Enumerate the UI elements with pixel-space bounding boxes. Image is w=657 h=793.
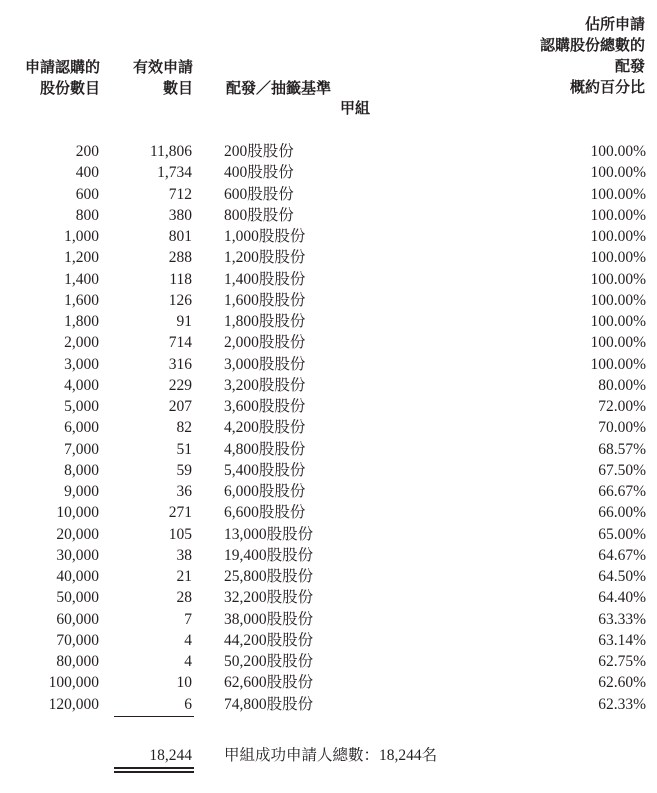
total-applications: 18,244: [149, 747, 192, 764]
cell-shares-applied: 9,000: [64, 483, 99, 500]
cell-allotment-percentage: 64.40%: [598, 589, 646, 607]
cell-allotment-basis: 50,200股股份: [224, 653, 314, 670]
cell-allotment-basis: 3,200股股份: [224, 376, 306, 394]
table-row: [0, 651, 657, 672]
cell-allotment-basis: 25,800股股份: [224, 568, 314, 585]
cell-allotment-basis: 200股股份: [224, 143, 294, 160]
cell-allotment-percentage: 65.00%: [598, 525, 646, 543]
cell-allotment-percentage: 100.00%: [590, 143, 646, 160]
cell-shares-applied: 200: [75, 143, 99, 160]
cell-valid-applications: 126: [168, 291, 192, 309]
table-row: [0, 247, 657, 268]
cell-allotment-basis: 6,000股股份: [224, 483, 306, 500]
cell-allotment-basis: 19,400股股份: [224, 546, 314, 564]
table-row: [0, 417, 657, 438]
table-row: [0, 332, 657, 353]
cell-allotment-percentage: 70.00%: [598, 419, 646, 437]
cell-allotment-percentage: 64.50%: [598, 568, 646, 585]
header-pool-a: [340, 98, 370, 119]
cell-valid-applications: 11,806: [149, 143, 192, 160]
table-row: [0, 439, 657, 460]
cell-allotment-percentage: 66.67%: [598, 483, 646, 500]
cell-shares-applied: 4,000: [64, 376, 99, 394]
header-shares-applied: [0, 57, 100, 99]
header-valid-applications-line-2: 數目: [162, 79, 193, 97]
total-double-rule-top: [114, 767, 194, 769]
cell-valid-applications: 36: [176, 483, 192, 500]
cell-shares-applied: 5,000: [64, 398, 99, 415]
table-row: [0, 566, 657, 587]
cell-allotment-percentage: 64.67%: [598, 546, 646, 564]
cell-allotment-basis: 600股股份: [224, 185, 294, 203]
table-row: [0, 269, 657, 290]
cell-valid-applications: 91: [176, 313, 192, 330]
cell-allotment-percentage: 100.00%: [590, 355, 646, 373]
cell-valid-applications: 207: [168, 398, 192, 415]
cell-allotment-percentage: 100.00%: [590, 206, 646, 224]
cell-valid-applications: 801: [168, 228, 192, 245]
table-row: [0, 162, 657, 183]
table-row: [0, 524, 657, 545]
table-row: [0, 226, 657, 247]
cell-allotment-percentage: 63.14%: [598, 631, 646, 649]
cell-allotment-percentage: 100.00%: [590, 164, 646, 182]
cell-valid-applications: 316: [168, 355, 192, 373]
cell-valid-applications: 714: [168, 334, 192, 352]
cell-shares-applied: 10,000: [56, 504, 99, 522]
header-allotment-percentage-line-3: 配發: [614, 57, 645, 75]
cell-allotment-basis: 2,000股股份: [224, 334, 306, 352]
cell-shares-applied: 400: [75, 164, 99, 182]
cell-valid-applications: 118: [169, 270, 192, 288]
cell-allotment-basis: 1,800股股份: [224, 313, 306, 330]
header-allotment-percentage-line-2: 認購股份總數的: [539, 36, 645, 54]
cell-allotment-percentage: 100.00%: [590, 291, 646, 309]
cell-allotment-percentage: 72.00%: [598, 398, 646, 415]
cell-allotment-basis: 1,400股股份: [224, 270, 306, 288]
total-successful-applicants-text: 甲組成功申請人總數：18,244名: [224, 747, 438, 764]
cell-shares-applied: 70,000: [56, 631, 99, 649]
cell-allotment-basis: 32,200股股份: [224, 589, 314, 607]
table-row: [0, 205, 657, 226]
cell-allotment-percentage: 66.00%: [598, 504, 646, 522]
table-row: [0, 311, 657, 332]
cell-valid-applications: 38: [176, 546, 192, 564]
cell-shares-applied: 80,000: [56, 653, 99, 670]
cell-allotment-percentage: 100.00%: [590, 334, 646, 352]
cell-allotment-basis: 44,200股股份: [224, 631, 314, 649]
table-row: [0, 694, 657, 715]
cell-valid-applications: 380: [168, 206, 192, 224]
header-allotment-basis: [226, 78, 331, 99]
table-row: [0, 672, 657, 693]
table-row: [0, 587, 657, 608]
cell-valid-applications: 1,734: [157, 164, 192, 182]
cell-shares-applied: 8,000: [64, 461, 99, 479]
table-row: [0, 630, 657, 651]
cell-allotment-basis: 38,000股股份: [224, 610, 314, 628]
cell-allotment-percentage: 100.00%: [590, 185, 646, 203]
cell-shares-applied: 1,400: [64, 270, 99, 288]
cell-allotment-basis: 4,800股股份: [224, 440, 306, 458]
header-allotment-percentage: [460, 14, 645, 98]
cell-allotment-basis: 1,000股股份: [224, 228, 306, 245]
cell-shares-applied: 30,000: [56, 546, 99, 564]
table-row: [0, 354, 657, 375]
cell-shares-applied: 1,200: [64, 249, 99, 267]
cell-valid-applications: 21: [176, 568, 192, 585]
table-row: [0, 141, 657, 162]
cell-shares-applied: 40,000: [56, 568, 99, 585]
cell-allotment-percentage: 63.33%: [598, 610, 646, 628]
cell-shares-applied: 60,000: [56, 610, 99, 628]
table-row: [0, 460, 657, 481]
table-row: [0, 184, 657, 205]
cell-shares-applied: 600: [75, 185, 99, 203]
subtotal-rule: [114, 716, 194, 717]
table-row: [0, 375, 657, 396]
cell-allotment-basis: 4,200股股份: [224, 419, 306, 437]
cell-valid-applications: 51: [176, 440, 192, 458]
cell-allotment-basis: 74,800股股份: [224, 695, 314, 713]
table-row: [0, 396, 657, 417]
cell-allotment-percentage: 100.00%: [590, 228, 646, 245]
cell-allotment-basis: 1,200股股份: [224, 249, 306, 267]
cell-allotment-percentage: 62.75%: [598, 653, 646, 670]
total-double-rule-bottom: [114, 771, 194, 773]
header-pool-a-label: 甲組: [340, 99, 371, 117]
cell-allotment-percentage: 100.00%: [590, 313, 646, 330]
cell-valid-applications: 4: [184, 631, 192, 649]
cell-shares-applied: 1,800: [64, 313, 99, 330]
cell-shares-applied: 2,000: [64, 334, 99, 352]
cell-valid-applications: 59: [176, 461, 192, 479]
cell-shares-applied: 6,000: [64, 419, 99, 437]
header-allotment-basis-label: 配發／抽籤基準: [226, 79, 332, 97]
cell-shares-applied: 1,600: [64, 291, 99, 309]
cell-allotment-percentage: 80.00%: [598, 376, 646, 394]
cell-allotment-basis: 13,000股股份: [224, 525, 314, 543]
cell-allotment-basis: 800股股份: [224, 206, 294, 224]
cell-valid-applications: 6: [184, 695, 192, 713]
header-valid-applications: [100, 57, 193, 99]
cell-allotment-basis: 5,400股股份: [224, 461, 306, 479]
cell-allotment-percentage: 100.00%: [590, 270, 646, 288]
cell-allotment-percentage: 68.57%: [598, 440, 646, 458]
cell-valid-applications: 7: [184, 610, 192, 628]
cell-valid-applications: 4: [184, 653, 192, 670]
cell-valid-applications: 105: [168, 525, 192, 543]
cell-valid-applications: 712: [168, 185, 192, 203]
table-row: [0, 545, 657, 566]
cell-shares-applied: 20,000: [56, 525, 99, 543]
header-valid-applications-line-1: 有效申請: [132, 58, 193, 76]
header-allotment-percentage-line-1: 佔所申請: [584, 15, 645, 33]
cell-shares-applied: 50,000: [56, 589, 99, 607]
table-row: [0, 609, 657, 630]
cell-shares-applied: 800: [75, 206, 99, 224]
cell-allotment-percentage: 62.60%: [598, 674, 646, 692]
cell-allotment-percentage: 62.33%: [598, 695, 646, 713]
cell-shares-applied: 100,000: [48, 674, 99, 692]
table-row: [0, 290, 657, 311]
cell-allotment-basis: 6,600股股份: [224, 504, 306, 522]
cell-allotment-percentage: 100.00%: [590, 249, 646, 267]
cell-allotment-basis: 3,600股股份: [224, 398, 306, 415]
table-row: [0, 481, 657, 502]
table-row: [0, 502, 657, 523]
cell-allotment-percentage: 67.50%: [598, 461, 646, 479]
header-shares-applied-line-1: 申請認購的: [24, 58, 100, 76]
cell-valid-applications: 288: [168, 249, 192, 267]
cell-allotment-basis: 1,600股股份: [224, 291, 306, 309]
header-shares-applied-line-2: 股份數目: [39, 79, 100, 97]
cell-allotment-basis: 400股股份: [224, 164, 294, 182]
cell-valid-applications: 271: [168, 504, 192, 522]
allotment-table-body: [0, 141, 657, 715]
cell-shares-applied: 7,000: [64, 440, 99, 458]
cell-allotment-basis: 3,000股股份: [224, 355, 306, 373]
cell-valid-applications: 229: [168, 376, 192, 394]
cell-valid-applications: 28: [176, 589, 192, 607]
cell-allotment-basis: 62,600股股份: [224, 674, 314, 692]
cell-shares-applied: 1,000: [64, 228, 99, 245]
cell-shares-applied: 120,000: [48, 695, 99, 713]
cell-valid-applications: 82: [176, 419, 192, 437]
cell-valid-applications: 10: [176, 674, 192, 692]
cell-shares-applied: 3,000: [64, 355, 99, 373]
header-allotment-percentage-line-4: 概約百分比: [569, 78, 645, 96]
